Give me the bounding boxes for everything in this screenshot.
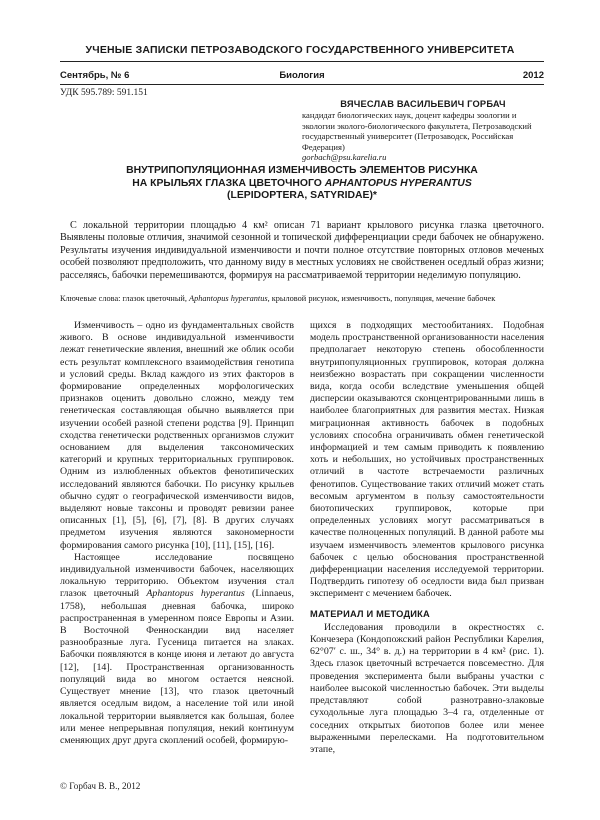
issue-number: Сентябрь, № 6	[60, 70, 130, 81]
left-paragraph-2-start: Настоящее исследование посвящено индивидуальной изменчивости бабочек, населяющих локальную территорию. Объектом изучения стал глазок цветочный	[60, 551, 294, 600]
left-column	[60, 320, 294, 747]
left-paragraph-1: Изменчивость – одно из фундаментальных свойств живого. В основе индивидуальной изменчивости лежат генетические явления, внешний же облик особи есть результат комплексного взаимодействия генотипа и условий среды. Вклад каждого из этих факторов в формирование определенных морфологических признаков оценить довольно сложно, между тем генетическая составляющая обычно выявляется при изучении особей разной степени родства [9]. Принцип сходства генетически родственных организмов служит основанием для выделения таксономических категорий и крупных территориальных группировок. Одним из излюбленных объектов фенотипических исследований являются бабочки. По рисунку крыльев обычно судят о географической изменчивости видов, выделяют новые таксоны и проводят ревизии ранее описанных [1], [5], [6], [7], [8]. В других случаях предметом изучения являются закономерности формирования самого рисунка [10], [11], [15], [16].	[60, 320, 294, 551]
keywords-label: Ключевые слова: глазок цветочный,	[60, 294, 190, 303]
article-title	[60, 165, 544, 203]
right-column	[310, 320, 544, 756]
header-rule-bottom	[60, 84, 544, 85]
title-line-2	[60, 178, 544, 191]
issue-year: 2012	[522, 70, 544, 81]
left-paragraph-2-rest: (Linnaeus, 1758), небольшая дневная бабочка, широко распространенная в умеренном поясе Европы и Азии. В Восточной Фенноскандии вид населяет разнообразные луга. Гусеница питается на злаках. Бабочки появляются в конце июня и летают до августа [12], [14]. Пространственная организованность популяций вида во многом остается неясной. Существует мнение [13], что глазок цветочный является оседлым видом, а население той или иной локальной территории выявляется как большая, более или менее непрерывная популяция, некий континуум сменяющих друг друга скоплений особей, формирую-	[60, 588, 294, 746]
abstract-text: С локальной территории площадью 4 км² описан 71 вариант крылового рисунка глазка цветочного. Выявлены половые отличия, значимой сезонной и топической дифференциации среди бабочек не обнаружено. Результаты изучения индивидуальной изменчивости и почти полное отсутствие повторных отловов меченых особей позволяют предположить, что данному виду в местных условиях не свойственен оседлый образ жизни; расселяясь, бабочки перемешиваются, формируя на рассматриваемой территории неделимую популяцию.	[60, 220, 544, 281]
title-species-name: APHANTOPUS HYPERANTUS	[324, 177, 472, 189]
udc-code: УДК 595.789: 591.151	[60, 88, 148, 98]
keywords-rest: , крыловой рисунок, изменчивость, популяция, мечение бабочек	[267, 294, 496, 303]
title-line-3: (LEPIDOPTERA, SATYRIDAE)*	[227, 190, 377, 201]
title-line-2-text: НА КРЫЛЬЯХ ГЛАЗКА ЦВЕТОЧНОГО	[132, 177, 325, 189]
author-block	[302, 99, 544, 162]
left-paragraph-2-species: Aphantopus hyperantus	[146, 588, 245, 600]
journal-section: Биология	[279, 70, 325, 81]
author-name: ВЯЧЕСЛАВ ВАСИЛЬЕВИЧ ГОРБАЧ	[340, 99, 506, 109]
keywords	[60, 294, 544, 303]
header-rule-top	[60, 61, 544, 62]
title-line-1: ВНУТРИПОПУЛЯЦИОННАЯ ИЗМЕНЧИВОСТЬ ЭЛЕМЕНТОВ РИСУНКА	[126, 165, 478, 176]
section-heading-methods: МАТЕРИАЛ И МЕТОДИКА	[310, 608, 430, 619]
copyright-notice: © Горбач В. В., 2012	[60, 781, 141, 791]
issue-meta-row	[60, 70, 544, 84]
author-email: gorbach@psu.karelia.ru	[302, 152, 387, 163]
author-affiliation: кандидат биологических наук, доцент кафедры зоологии и экологии эколого-биологического факультета, Петрозаводский государственный университет (Петрозаводск, Российская Федерация)	[302, 110, 532, 152]
abstract	[60, 220, 544, 282]
right-paragraph-2: Исследования проводили в окрестностях с. Кончезера (Кондопожский район Республики Карелия, 62°07′ с. ш., 34° в. д.) на территории в 4 км² (рис. 1). Здесь глазок цветочный встречается повсеместно. Для проведения эксперимента были выбраны участки с наиболее высокой численностью бабочек. Эти выделы представляют собой разнотравно-злаковые суходольные луга площадью 3–4 га, отделенные от соседних открытых биотопов более или менее выраженными перелесками. На подготовительном этапе,	[310, 621, 544, 755]
right-paragraph-1: щихся в подходящих местообитаниях. Подобная модель пространственной организованности населения предполагает некоторую степень обособленности внутрипопуляционных группировок, которая должна неизбежно возрастать при сокращении численности вида, когда особи вследствие уменьшения общей дисперсии оказываются сконцентрированными лишь в наиболее благоприятных для развития местах. Низкая миграционная активность бабочек в подобных условиях способна ограничивать обмен генетической информацией и тем самым приводить к появлению хоть и небольших, но устойчивых пространственных отличий в частоте встречаемости различных фенотипов. Существование таких отличий может стать весомым аргументом в пользу самостоятельности биотопических группировок, которые при определенных условиях могут рассматриваться в качестве полноценных популяций. В данной работе мы изучаем изменчивость элементов крылового рисунка бабочек с целью обоснования пространственной дифференциации населения исследуемой территории. Подтвердить гипотезу об оседлости вида был призван эксперимент с мечением бабочек.	[310, 320, 544, 600]
left-paragraph-2	[60, 552, 294, 747]
journal-title: УЧЕНЫЕ ЗАПИСКИ ПЕТРОЗАВОДСКОГО ГОСУДАРСТВЕННОГО УНИВЕРСИТЕТА	[85, 44, 515, 56]
keywords-species: Aphantopus hyperantus	[189, 294, 268, 303]
